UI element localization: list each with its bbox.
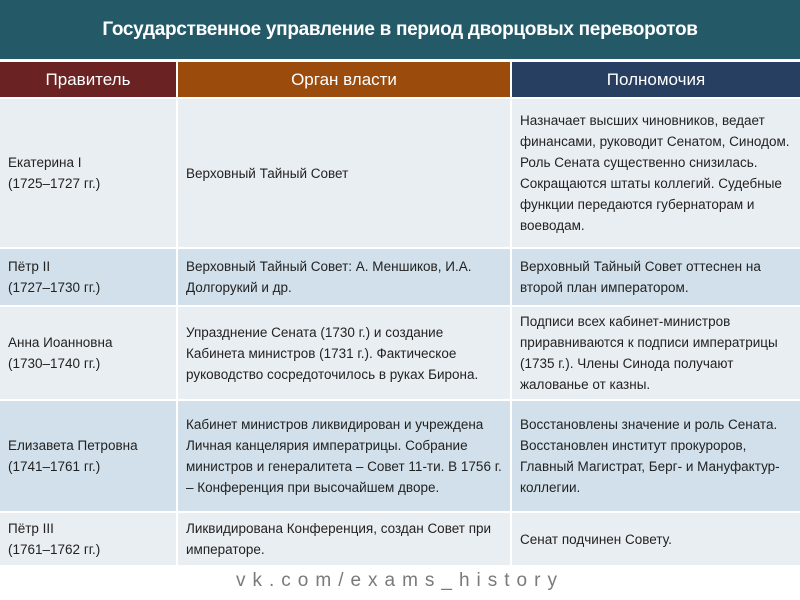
organ-cell: Кабинет министров ликвидирован и учреждена Личная канцелярия императрицы. Собрание министров и генералитета – Совет 11-ти. В 1756 г. – Конференция при высочайшем дворе. <box>177 400 511 512</box>
powers-cell: Назначает высших чиновников, ведает финансами, руководит Сенатом, Синодом. Роль Сената существенно снизилась. Сокращаются штаты коллегий. Судебные функции передаются губернаторам и воеводам. <box>511 98 800 248</box>
ruler-cell <box>0 98 177 248</box>
header-powers: Полномочия <box>511 62 800 98</box>
ruler-name: Анна Иоанновна <box>8 335 113 350</box>
ruler-cell <box>0 248 177 306</box>
organ-cell: Верховный Тайный Совет <box>177 98 511 248</box>
ruler-name: Екатерина I <box>8 155 82 170</box>
organ-cell: Верховный Тайный Совет: А. Меншиков, И.А. Долгорукий и др. <box>177 248 511 306</box>
table-row <box>0 512 800 565</box>
table-row <box>0 400 800 512</box>
ruler-years: (1741–1761 гг.) <box>8 459 101 474</box>
header-ruler: Правитель <box>0 62 177 98</box>
table-row <box>0 248 800 306</box>
ruler-cell <box>0 306 177 400</box>
table-row <box>0 98 800 248</box>
powers-cell: Сенат подчинен Совету. <box>511 512 800 565</box>
organ-cell: Упразднение Сената (1730 г.) и создание Кабинета министров (1731 г.). Фактическое руководство сосредоточилось в руках Бирона. <box>177 306 511 400</box>
powers-cell: Восстановлены значение и роль Сената. Восстановлен институт прокуроров, Главный Магистрат, Берг- и Мануфактур-коллегии. <box>511 400 800 512</box>
table-header <box>0 62 800 98</box>
ruler-cell <box>0 512 177 565</box>
footer-link-text: vk.com/exams_history <box>236 570 564 591</box>
table-row <box>0 306 800 400</box>
powers-cell: Верховный Тайный Совет оттеснен на второй план императором. <box>511 248 800 306</box>
ruler-cell <box>0 400 177 512</box>
ruler-name: Елизавета Петровна <box>8 438 138 453</box>
header-organ: Орган власти <box>177 62 511 98</box>
organ-cell: Ликвидирована Конференция, создан Совет при императоре. <box>177 512 511 565</box>
ruler-name: Пётр II <box>8 259 51 274</box>
page-title: Государственное управление в период дворцовых переворотов <box>0 0 800 59</box>
government-table <box>0 62 800 565</box>
ruler-years: (1730–1740 гг.) <box>8 356 101 371</box>
ruler-years: (1725–1727 гг.) <box>8 176 101 191</box>
ruler-years: (1761–1762 гг.) <box>8 542 101 557</box>
ruler-years: (1727–1730 гг.) <box>8 280 101 295</box>
ruler-name: Пётр III <box>8 521 54 536</box>
powers-cell: Подписи всех кабинет-министров приравниваются к подписи императрицы (1735 г.). Члены Синода получают жалованье от казны. <box>511 306 800 400</box>
